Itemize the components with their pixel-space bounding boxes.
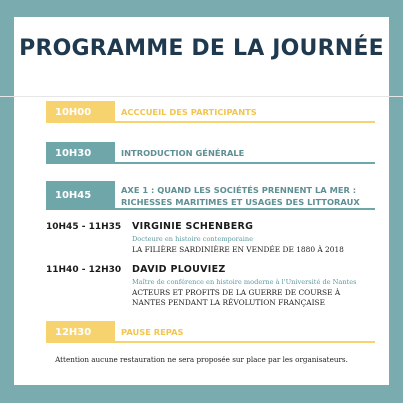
agenda-time: 10H00 <box>46 101 115 123</box>
program-card <box>14 17 389 385</box>
agenda-time: 10H30 <box>46 142 115 164</box>
agenda-underline <box>115 208 375 210</box>
page-title: PROGRAMME DE LA JOURNÉE <box>19 36 384 61</box>
title-divider <box>0 96 403 97</box>
agenda-underline <box>115 341 375 343</box>
agenda-item-welcome <box>46 101 375 123</box>
agenda-underline <box>115 162 375 164</box>
catering-note: Attention aucune restauration ne sera proposée sur place par les organisateurs. <box>55 355 348 364</box>
agenda-item-introduction <box>46 142 375 164</box>
talk-title: LA FILIÈRE SARDINIÈRE EN VENDÉE DE 1880 À 2018 <box>132 245 344 254</box>
agenda-label: INTRODUCTION GÉNÉRALE <box>121 148 245 158</box>
agenda-item-lunch <box>46 321 375 343</box>
agenda-time: 10H45 <box>46 181 115 210</box>
talk-speaker: DAVID PLOUVIEZ <box>132 264 226 275</box>
talk-speaker-role: Docteure en histoire contemporaine <box>132 235 254 243</box>
agenda-label <box>121 181 375 210</box>
agenda-underline <box>115 121 375 123</box>
talk-title: ACTEURS ET PROFITS DE LA GUERRE DE COURSE À NANTES PENDANT LA RÉVOLUTION FRANÇAISE <box>132 288 341 307</box>
agenda-label: PAUSE REPAS <box>121 327 184 337</box>
agenda-time: 12H30 <box>46 321 115 343</box>
talk-speaker: VIRGINIE SCHENBERG <box>132 221 254 232</box>
talk-time: 11H40 - 12H30 <box>46 265 122 275</box>
agenda-label: ACCCUEIL DES PARTICIPANTS <box>121 107 257 117</box>
agenda-label-line: RICHESSES MARITIMES ET USAGES DES LITTORAUX <box>121 197 360 207</box>
talk-time: 10H45 - 11H35 <box>46 222 122 232</box>
agenda-label-line: AXE 1 : QUAND LES SOCIÉTÉS PRENNENT LA MER : <box>121 185 357 195</box>
talk-speaker-role: Maître de conférence en histoire moderne à l'Université de Nantes <box>132 278 357 286</box>
agenda-item-axis-1 <box>46 181 375 210</box>
